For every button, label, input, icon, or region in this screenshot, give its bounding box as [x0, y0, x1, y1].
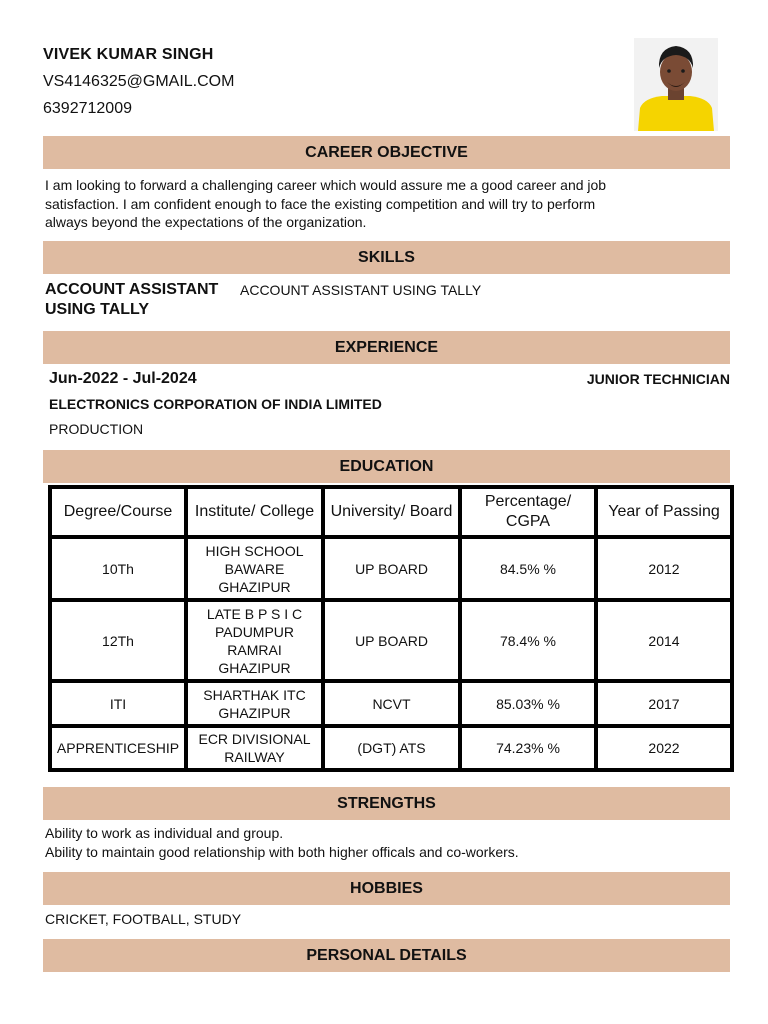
percentage-cell: 84.5% % [460, 537, 596, 600]
percentage-cell: 74.23% % [460, 726, 596, 770]
header-institute: Institute/ College [186, 487, 323, 537]
year-cell: 2014 [596, 600, 732, 681]
institute-cell: LATE B P S I C PADUMPUR RAMRAI GHAZIPUR [186, 600, 323, 681]
header-percentage: Percentage/ CGPA [460, 487, 596, 537]
section-education: EDUCATION [43, 450, 730, 483]
person-photo-icon [634, 38, 718, 131]
table-row [50, 726, 732, 770]
section-career-objective: CAREER OBJECTIVE [43, 136, 730, 169]
skill-detail: ACCOUNT ASSISTANT USING TALLY [240, 282, 482, 298]
education-table [48, 485, 734, 772]
degree-cell: APPRENTICESHIP [50, 726, 186, 770]
degree-cell: 12Th [50, 600, 186, 681]
hobbies-text: CRICKET, FOOTBALL, STUDY [45, 911, 242, 927]
institute-cell: SHARTHAK ITC GHAZIPUR [186, 681, 323, 726]
percentage-cell: 78.4% % [460, 600, 596, 681]
board-cell: (DGT) ATS [323, 726, 460, 770]
strength-item: Ability to maintain good relationship with both higher officals and co-workers. [45, 843, 519, 860]
header-university: University/ Board [323, 487, 460, 537]
profile-photo [634, 38, 718, 131]
section-hobbies: HOBBIES [43, 872, 730, 905]
percentage-cell: 85.03% % [460, 681, 596, 726]
career-objective-text [45, 176, 725, 232]
section-skills: SKILLS [43, 241, 730, 274]
board-cell: UP BOARD [323, 537, 460, 600]
year-cell: 2017 [596, 681, 732, 726]
table-row [50, 681, 732, 726]
institute-cell: HIGH SCHOOL BAWARE GHAZIPUR [186, 537, 323, 600]
header-degree: Degree/Course [50, 487, 186, 537]
experience-dates: Jun-2022 - Jul-2024 [49, 370, 197, 387]
experience-department: PRODUCTION [49, 421, 144, 437]
board-cell: UP BOARD [323, 600, 460, 681]
objective-line: always beyond the expectations of the organization. [45, 214, 367, 230]
section-strengths: STRENGTHS [43, 787, 730, 820]
board-cell: NCVT [323, 681, 460, 726]
table-row [50, 537, 732, 600]
year-cell: 2022 [596, 726, 732, 770]
candidate-name: VIVEK KUMAR SINGH [43, 46, 214, 63]
strengths-text [45, 824, 725, 861]
table-header-row [50, 487, 732, 537]
year-cell: 2012 [596, 537, 732, 600]
section-experience: EXPERIENCE [43, 331, 730, 364]
experience-role: JUNIOR TECHNICIAN [586, 371, 730, 387]
strength-item: Ability to work as individual and group. [45, 825, 284, 841]
email-address: VS4146325@GMAIL.COM [43, 73, 235, 90]
objective-line: I am looking to forward a challenging career which would assure me a good career and job [45, 177, 607, 193]
objective-line: satisfaction. I am confident enough to face the existing competition and will try to perform [45, 195, 596, 212]
experience-organization: ELECTRONICS CORPORATION OF INDIA LIMITED [49, 396, 382, 412]
header-year: Year of Passing [596, 487, 732, 537]
institute-cell: ECR DIVISIONAL RAILWAY [186, 726, 323, 770]
degree-cell: 10Th [50, 537, 186, 600]
degree-cell: ITI [50, 681, 186, 726]
section-personal-details: PERSONAL DETAILS [43, 939, 730, 972]
phone-number: 6392712009 [43, 100, 132, 117]
table-row [50, 600, 732, 681]
skill-title: ACCOUNT ASSISTANT USING TALLY [45, 281, 219, 318]
